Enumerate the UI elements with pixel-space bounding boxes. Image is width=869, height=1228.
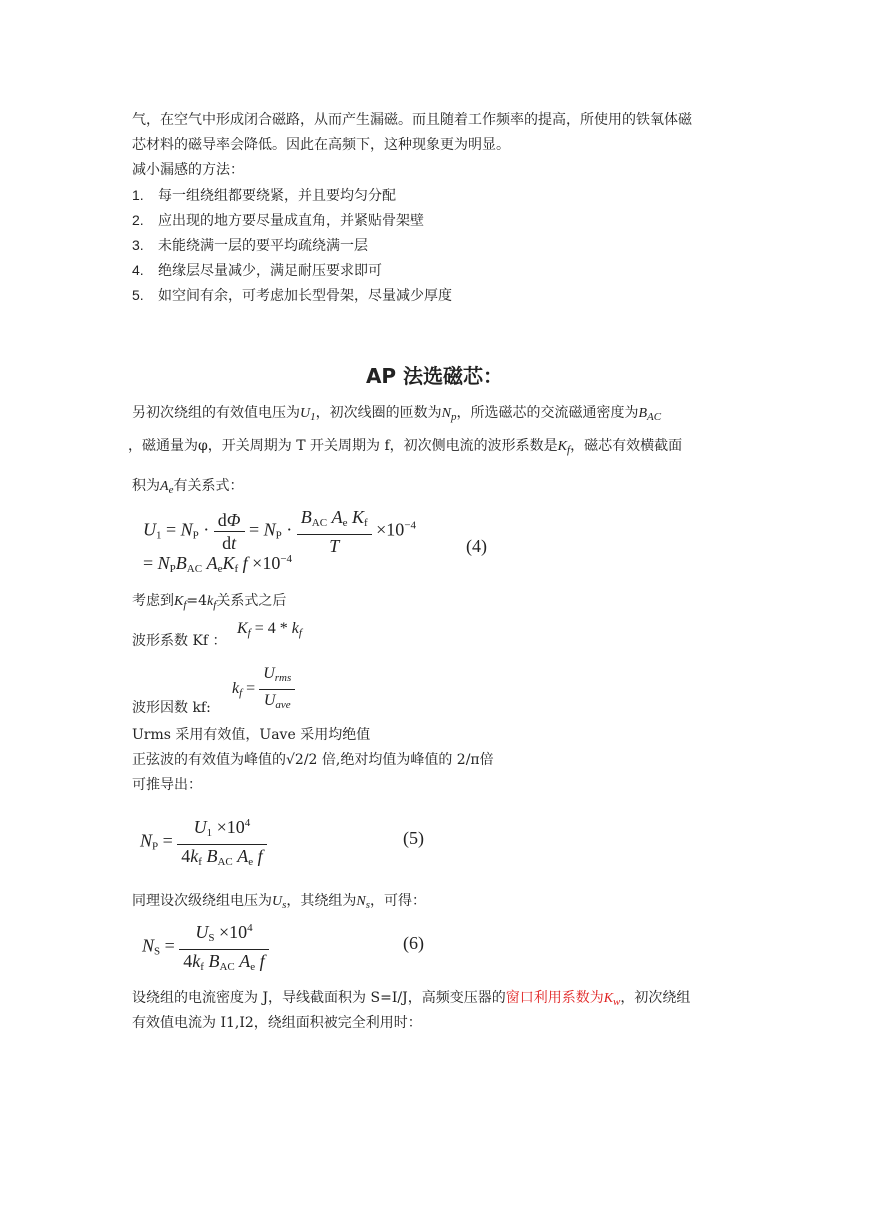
method-item <box>132 285 452 306</box>
para1-text: ，磁通量为φ，开关周期为 T 开关周期为 f，初次侧电流的波形系数是 <box>128 438 558 454</box>
math-subscript: p <box>450 411 457 423</box>
math-subscript: f <box>183 599 187 611</box>
current-line-1 <box>132 988 690 1012</box>
current-line-2: 有效值电流为 I1,I2，绕组面积被完全利用时： <box>132 1015 422 1031</box>
para1-line-2 <box>128 436 682 460</box>
math-symbol: U <box>300 406 311 421</box>
math-subscript: AC <box>647 411 662 423</box>
math-subscript: f <box>567 444 571 456</box>
para1-text: 积为 <box>132 478 160 494</box>
math-subscript: f <box>213 599 217 611</box>
math-symbol: K <box>603 991 614 1006</box>
secondary-text: 同理设次级绕组电压为 <box>132 893 272 909</box>
equation-6-number: (6) <box>403 933 424 953</box>
derive-line: 可推导出： <box>132 777 202 793</box>
method-text: 每一组绕组都要绕紧，并且要均匀分配 <box>158 188 396 204</box>
methods-heading: 减小漏感的方法： <box>132 162 244 178</box>
secondary-text: ，可得： <box>370 893 427 909</box>
kf-equation-operator: = 4 * <box>254 620 288 637</box>
math-subscript: 1 <box>310 411 316 423</box>
sine-line: 正弦波的有效值为峰值的√2/2 倍,绝对均值为峰值的 2/π倍 <box>132 752 494 768</box>
math-subscript: w <box>613 996 621 1008</box>
math-subscript: e <box>168 484 174 496</box>
current-text: ，初次绕组 <box>620 990 691 1006</box>
equation-4-line-1: $U_1 = N_P$ · $\frac{d\Phi}{dt}$ = $N_P$ · $\frac{B_{AC} A_e K_f}{T}$ $\times 10^{-4}$ <box>143 507 417 556</box>
method-item <box>132 210 424 231</box>
secondary-text: ，其绕组为 <box>286 893 357 909</box>
equation-5-number: (5) <box>403 828 424 848</box>
math-symbol: U <box>272 894 283 909</box>
section-title: AP 法选磁芯： <box>365 364 504 388</box>
secondary-line <box>132 891 426 915</box>
math-symbol: A <box>160 479 169 494</box>
para1-text: ，初次线圈的匝数为 <box>315 405 442 421</box>
method-number: 3. <box>132 237 144 253</box>
math-symbol: K <box>557 439 568 454</box>
math-symbol: N <box>356 894 366 909</box>
equation-6: $N_S$ = $\frac{U_S \times 10^4}{4k_f B_{AC} A_e f}$ <box>142 917 269 978</box>
highlight-text: 窗口利用系数为 <box>505 990 604 1006</box>
math-symbol: k <box>207 594 214 609</box>
math-subscript: ave <box>275 699 291 711</box>
consider-text: 考虑到 <box>132 593 174 609</box>
method-text: 未能绕满一层的要平均疏绕满一层 <box>158 238 368 254</box>
consider-text: =4 <box>186 593 208 609</box>
para1-text: ，所选磁芯的交流磁通密度为 <box>456 405 639 421</box>
urms-line: Urms 采用有效值，Uave 采用均绝值 <box>132 727 371 743</box>
math-symbol: K <box>174 594 184 609</box>
math-subscript: s <box>282 899 287 911</box>
math-subscript: s <box>365 899 371 911</box>
kf-equation: $K_f = 4 * k_f$ <box>237 620 302 639</box>
method-number: 1. <box>132 187 144 203</box>
consider-line <box>132 591 286 615</box>
para1-text: ，磁芯有效横截面 <box>570 438 683 454</box>
math-symbol: N <box>441 406 451 421</box>
method-number: 4. <box>132 262 144 278</box>
math-symbol: B <box>638 406 648 421</box>
kf2-line: 波形因数 kf: <box>132 700 211 716</box>
para1-line-3 <box>132 476 243 500</box>
kf2-equation: $k_f$ = $\frac{U_{rms}}{U_{ave}}$ <box>232 663 295 716</box>
method-number: 5. <box>132 287 144 303</box>
equation-4-number: (4) <box>466 536 487 556</box>
method-item <box>132 260 382 281</box>
method-item <box>132 185 396 206</box>
para1-text: 另初次绕组的有效值电压为 <box>132 405 300 421</box>
consider-text: 关系式之后 <box>216 593 287 609</box>
para1-text: 有关系式： <box>173 478 244 494</box>
math-subscript: rms <box>274 672 292 684</box>
equation-4-line-2: = $N_PB_{AC}$ $A_eK_f$ $f \times 10^{-4}$ <box>143 553 293 575</box>
method-text: 如空间有余，可考虑加长型骨架，尽量减少厚度 <box>158 288 452 304</box>
kf-line: 波形系数 Kf ： <box>132 633 227 649</box>
method-item <box>132 235 368 256</box>
method-text: 绝缘层尽量减少，满足耐压要求即可 <box>158 263 382 279</box>
intro-line-2: 芯材料的磁导率会降低。因此在高频下，这种现象更为明显。 <box>132 137 510 153</box>
method-number: 2. <box>132 212 144 228</box>
para1-line-1 <box>132 403 661 427</box>
current-text: 设绕组的电流密度为 J，导线截面积为 S=I/J，高频变压器的 <box>132 990 506 1006</box>
method-text: 应出现的地方要尽量成直角，并紧贴骨架壁 <box>158 213 424 229</box>
intro-line-1: 气，在空气中形成闭合磁路，从而产生漏磁。而且随着工作频率的提高，所使用的铁氧体磁 <box>132 112 692 128</box>
equation-5: $N_P$ = $\frac{U_1 \times 10^4}{4k_f B_{AC} A_e f}$ <box>140 812 267 873</box>
